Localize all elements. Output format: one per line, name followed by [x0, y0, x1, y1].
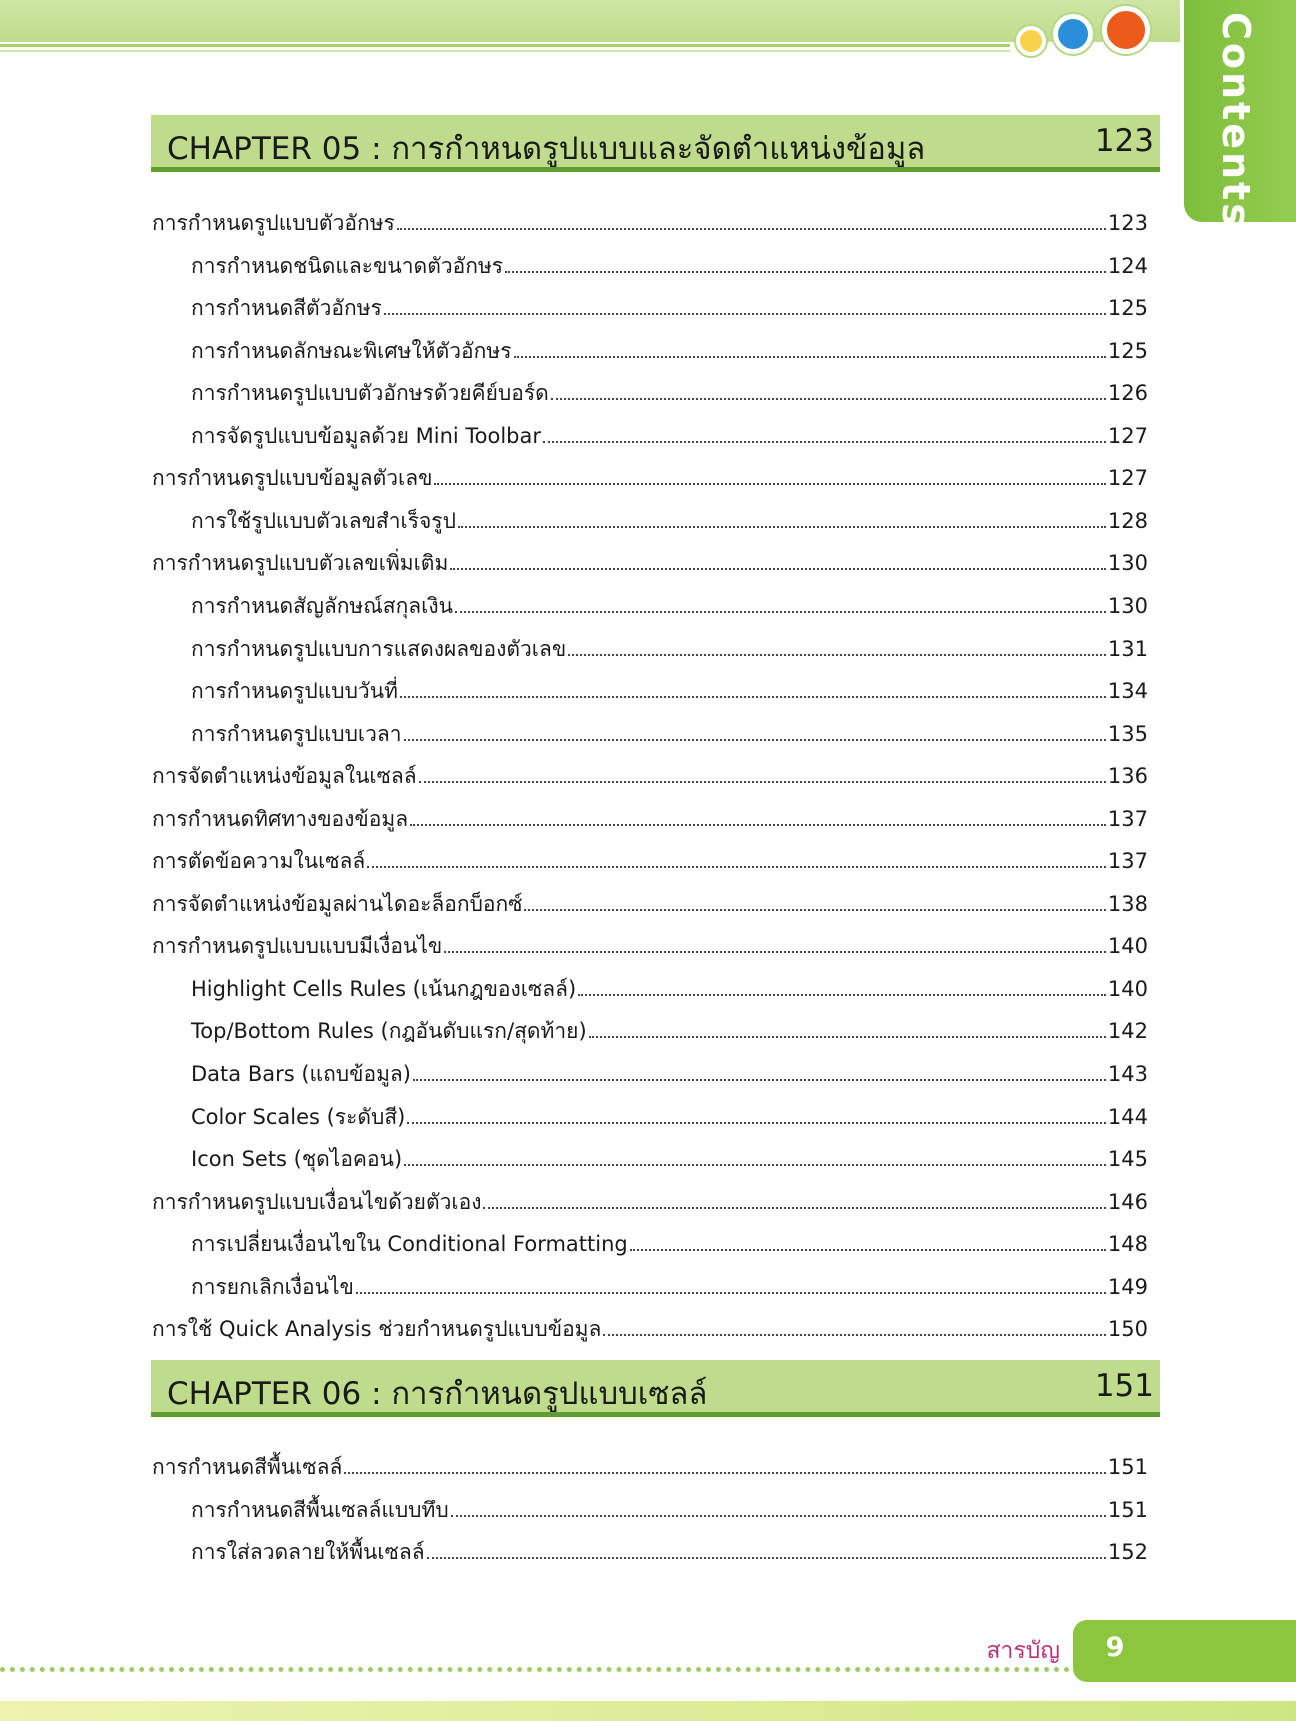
dot-leader	[434, 483, 1105, 485]
toc-entry	[191, 1047, 1148, 1087]
dot-leader	[451, 1515, 1106, 1517]
toc-entry	[191, 1217, 1148, 1257]
toc-entry-title: การใช้ Quick Analysis ช่วยกำหนดรูปแบบข้อมูล	[152, 1317, 602, 1342]
toc-entry-page: 137	[1107, 806, 1148, 831]
dot-leader	[404, 739, 1106, 741]
orange-dot-icon	[1102, 6, 1150, 54]
dot-leader	[410, 824, 1106, 826]
toc-entry-page: 130	[1107, 551, 1148, 576]
toc-entry-title: Highlight Cells Rules (เน้นกฎของเซลล์)	[191, 976, 577, 1001]
toc-entry	[191, 622, 1148, 662]
toc-entry	[152, 196, 1148, 236]
toc-entry-title: Color Scales (ระดับสี)	[191, 1104, 406, 1129]
dot-leader	[524, 909, 1105, 911]
toc-entry	[191, 664, 1148, 704]
toc-entry-title: การกำหนดชนิดและขนาดตัวอักษร	[191, 253, 504, 278]
toc-entry-page: 142	[1107, 1019, 1148, 1044]
toc-entry-title: การใช้รูปแบบตัวเลขสำเร็จรูป	[191, 508, 456, 533]
dot-leader	[514, 356, 1106, 358]
chapter-05-header	[151, 115, 1160, 172]
dot-leader	[483, 1207, 1105, 1209]
dot-leader	[356, 1292, 1106, 1294]
dot-leader	[367, 866, 1106, 868]
header-rule-thin	[0, 50, 1010, 52]
toc-entry-title: การกำหนดรูปแบบข้อมูลตัวเลข	[152, 466, 433, 491]
toc-entry	[191, 366, 1148, 406]
footer-section-label: สารบัญ	[986, 1638, 1060, 1664]
toc-entry	[152, 834, 1148, 874]
toc-entry	[191, 1132, 1148, 1172]
toc-entry	[152, 536, 1148, 576]
dot-leader	[427, 1557, 1106, 1559]
toc-entry-title: การกำหนดลักษณะพิเศษให้ตัวอักษร	[191, 338, 512, 363]
dot-leader	[630, 1249, 1106, 1251]
toc-entry	[191, 324, 1148, 364]
dot-leader	[505, 271, 1106, 273]
toc-entry	[191, 1004, 1148, 1044]
toc-entry-page: 150	[1107, 1317, 1148, 1342]
toc-entry-page: 124	[1107, 253, 1148, 278]
toc-entry-page: 127	[1107, 466, 1148, 491]
toc-entry-page: 144	[1107, 1104, 1148, 1129]
toc-entry	[152, 1175, 1148, 1215]
toc-entry	[191, 281, 1148, 321]
chapter-page: 151	[1094, 1368, 1154, 1404]
toc-entry-page: 127	[1107, 423, 1148, 448]
header-rule	[0, 44, 1010, 47]
toc-entry	[191, 1525, 1148, 1565]
toc-entry-page: 131	[1107, 636, 1148, 661]
toc-entry	[152, 749, 1148, 789]
toc-entry	[152, 919, 1148, 959]
toc-entry-title: Icon Sets (ชุดไอคอน)	[191, 1147, 403, 1172]
toc-entry-page: 140	[1107, 976, 1148, 1001]
toc-entry-title: การตัดข้อความในเซลล์	[152, 849, 366, 874]
dot-leader	[589, 1036, 1106, 1038]
dot-leader	[419, 781, 1106, 783]
toc-entry-title: การเปลี่ยนเงื่อนไขใน Conditional Formatting	[191, 1232, 628, 1257]
dot-leader	[344, 1472, 1106, 1474]
toc-entry-page: 125	[1107, 338, 1148, 363]
toc-entry	[191, 707, 1148, 747]
toc-entry	[191, 494, 1148, 534]
toc-entry-title: การใส่ลวดลายให้พื้นเซลล์	[191, 1540, 425, 1564]
toc-entry-title: การกำหนดรูปแบบเงื่อนไขด้วยตัวเอง	[152, 1189, 482, 1214]
toc-entry-title: การกำหนดรูปแบบการแสดงผลของตัวเลข	[191, 636, 567, 661]
toc-entry-title: Top/Bottom Rules (กฎอันดับแรก/สุดท้าย)	[191, 1019, 587, 1044]
dot-leader	[407, 1122, 1106, 1124]
toc-entry-page: 123	[1107, 211, 1148, 235]
toc-entry-page: 134	[1107, 679, 1148, 704]
dot-leader	[543, 441, 1106, 443]
toc-entry-title: การกำหนดสัญลักษณ์สกุลเงิน	[191, 593, 453, 618]
chapter-06-header	[151, 1360, 1160, 1417]
footer-band	[0, 1701, 1296, 1721]
dot-leader	[397, 228, 1106, 230]
dot-leader	[413, 1079, 1106, 1081]
dot-leader	[458, 526, 1106, 528]
dot-leader	[551, 398, 1106, 400]
toc-entry-page: 143	[1107, 1062, 1148, 1086]
toc-entry-page: 128	[1107, 508, 1148, 533]
yellow-dot-icon	[1016, 26, 1046, 56]
toc-entry-page: 146	[1107, 1189, 1148, 1214]
toc-entry	[191, 962, 1148, 1002]
dot-leader	[444, 951, 1106, 953]
chapter-title: CHAPTER 05 : การกำหนดรูปแบบและจัดตำแหน่งข้อมูล	[167, 131, 926, 167]
contents-tab-label: Contents	[1214, 12, 1258, 229]
toc-entry-page: 135	[1107, 721, 1148, 746]
toc-entry	[191, 579, 1148, 619]
toc-entry-title: การกำหนดรูปแบบตัวอักษร	[152, 211, 395, 235]
toc-entry-page: 125	[1107, 296, 1148, 321]
toc-entry-page: 138	[1107, 891, 1148, 916]
toc-entry	[152, 1302, 1148, 1342]
toc-entry-page: 151	[1107, 1497, 1148, 1522]
toc-entry-page: 149	[1107, 1274, 1148, 1299]
toc-entry-title: การกำหนดสีพื้นเซลล์แบบทึบ	[191, 1497, 449, 1522]
toc-entry-title: การกำหนดทิศทางของข้อมูล	[152, 806, 409, 831]
chapter-page: 123	[1094, 123, 1154, 159]
toc-entry-page: 130	[1107, 593, 1148, 618]
toc-entry-page: 136	[1107, 764, 1148, 789]
blue-dot-icon	[1053, 14, 1093, 54]
toc-entry	[191, 239, 1148, 279]
toc-entry	[191, 1260, 1148, 1300]
toc-entry	[152, 877, 1148, 917]
footer-dotted-rule	[0, 1667, 1080, 1672]
toc-entry-title: การจัดตำแหน่งข้อมูลผ่านไดอะล็อกบ็อกซ์	[152, 891, 523, 916]
toc-entry-page: 148	[1107, 1232, 1148, 1257]
dot-leader	[404, 1164, 1106, 1166]
toc-entry	[191, 1483, 1148, 1523]
toc-entry	[191, 409, 1148, 449]
toc-entry-title: Data Bars (แถบข้อมูล)	[191, 1062, 411, 1086]
toc-entry	[191, 1090, 1148, 1130]
toc-entry-page: 152	[1107, 1540, 1148, 1564]
toc-entry-title: การจัดรูปแบบข้อมูลด้วย Mini Toolbar	[191, 423, 542, 448]
dot-leader	[455, 611, 1106, 613]
dot-leader	[400, 696, 1106, 698]
toc-entry-page: 140	[1107, 934, 1148, 959]
toc-entry-page: 151	[1107, 1455, 1148, 1479]
toc-entry-title: การกำหนดรูปแบบแบบมีเงื่อนไข	[152, 934, 443, 959]
toc-entry-title: การกำหนดรูปแบบวันที่	[191, 679, 398, 704]
dot-leader	[450, 568, 1106, 570]
toc-entry-title: การกำหนดรูปแบบเวลา	[191, 721, 402, 746]
toc-entry-page: 137	[1107, 849, 1148, 874]
dot-leader	[603, 1334, 1106, 1336]
dot-leader	[578, 994, 1106, 996]
toc-entry-page: 126	[1107, 381, 1148, 406]
toc-entry-title: การยกเลิกเงื่อนไข	[191, 1274, 354, 1299]
page-number: 9	[1105, 1632, 1125, 1663]
toc-entry	[152, 1440, 1148, 1480]
toc-entry-title: การกำหนดรูปแบบตัวอักษรด้วยคีย์บอร์ด	[191, 381, 549, 406]
dot-leader	[384, 313, 1106, 315]
toc-entry-title: การกำหนดรูปแบบตัวเลขเพิ่มเติม	[152, 551, 449, 576]
toc-entry-title: การจัดตำแหน่งข้อมูลในเซลล์	[152, 764, 417, 789]
toc-entry	[152, 451, 1148, 491]
toc-entry	[152, 792, 1148, 832]
toc-entry-page: 145	[1107, 1147, 1148, 1172]
dot-leader	[568, 654, 1106, 656]
header-band	[0, 0, 1180, 42]
toc-entry-title: การกำหนดสีตัวอักษร	[191, 296, 382, 321]
chapter-title: CHAPTER 06 : การกำหนดรูปแบบเซลล์	[167, 1376, 708, 1412]
toc-entry-title: การกำหนดสีพื้นเซลล์	[152, 1455, 343, 1479]
